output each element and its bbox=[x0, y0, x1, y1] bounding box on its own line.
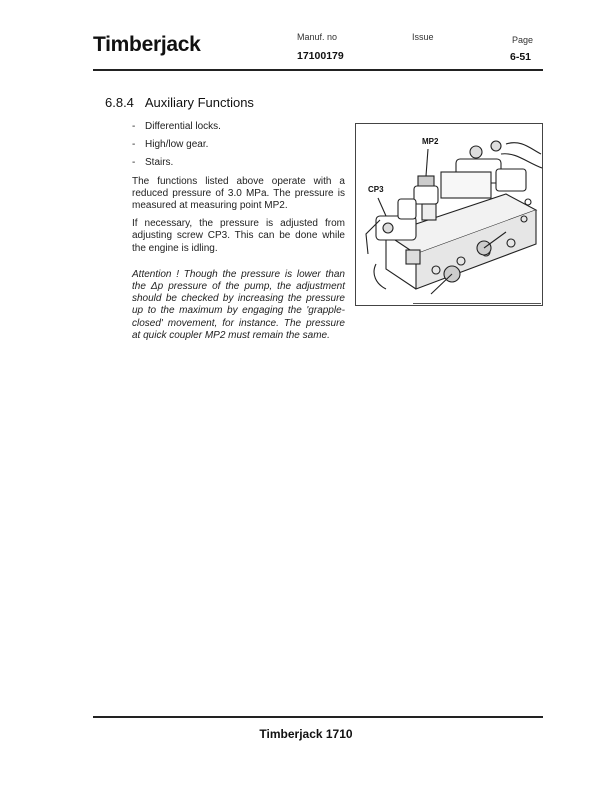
issue-label: Issue bbox=[412, 32, 434, 42]
page-label: Page bbox=[512, 35, 534, 45]
list-item: - Stairs. bbox=[132, 157, 174, 169]
label-mp2: MP2 bbox=[422, 137, 439, 146]
figure-baseline bbox=[413, 303, 541, 304]
section-heading bbox=[105, 95, 254, 110]
valve-block-illustration bbox=[355, 123, 543, 306]
body-text bbox=[132, 121, 345, 352]
label-cp3: CP3 bbox=[368, 185, 384, 194]
section-number: 6.8.4 bbox=[105, 95, 134, 110]
section-title: Auxiliary Functions bbox=[144, 95, 254, 110]
attention-note: Attention ! Though the pressure is lower than the Δp pressure of the pump, the adjustment should be checked by increasing the pressure up to the maximum by engaging the 'grapple-closed' movement, for instance. The pressure at quick coupler MP2 must remain the same. bbox=[132, 268, 345, 341]
footer-divider bbox=[93, 716, 543, 718]
manuf-no-value: 17100179 bbox=[297, 50, 344, 62]
paragraph-adjustment: If necessary, the pressure is adjusted from adjusting screw CP3. This can be done while the engine is idling. bbox=[132, 218, 345, 254]
footer-model: Timberjack 1710 bbox=[259, 727, 353, 741]
page-number: 6-51 bbox=[510, 51, 532, 63]
paragraph-pressure: The functions listed above operate with a reduced pressure of 3.0 MPa. The pressure is measured at measuring point MP2. bbox=[132, 175, 345, 212]
list-item: - High/low gear. bbox=[132, 139, 209, 151]
list-item: - Differential locks. bbox=[132, 121, 221, 132]
manuf-no-label: Manuf. no bbox=[297, 32, 338, 42]
brand-logo: Timberjack bbox=[93, 33, 201, 56]
header-divider bbox=[93, 69, 543, 71]
valve-block-drawing bbox=[356, 124, 542, 305]
